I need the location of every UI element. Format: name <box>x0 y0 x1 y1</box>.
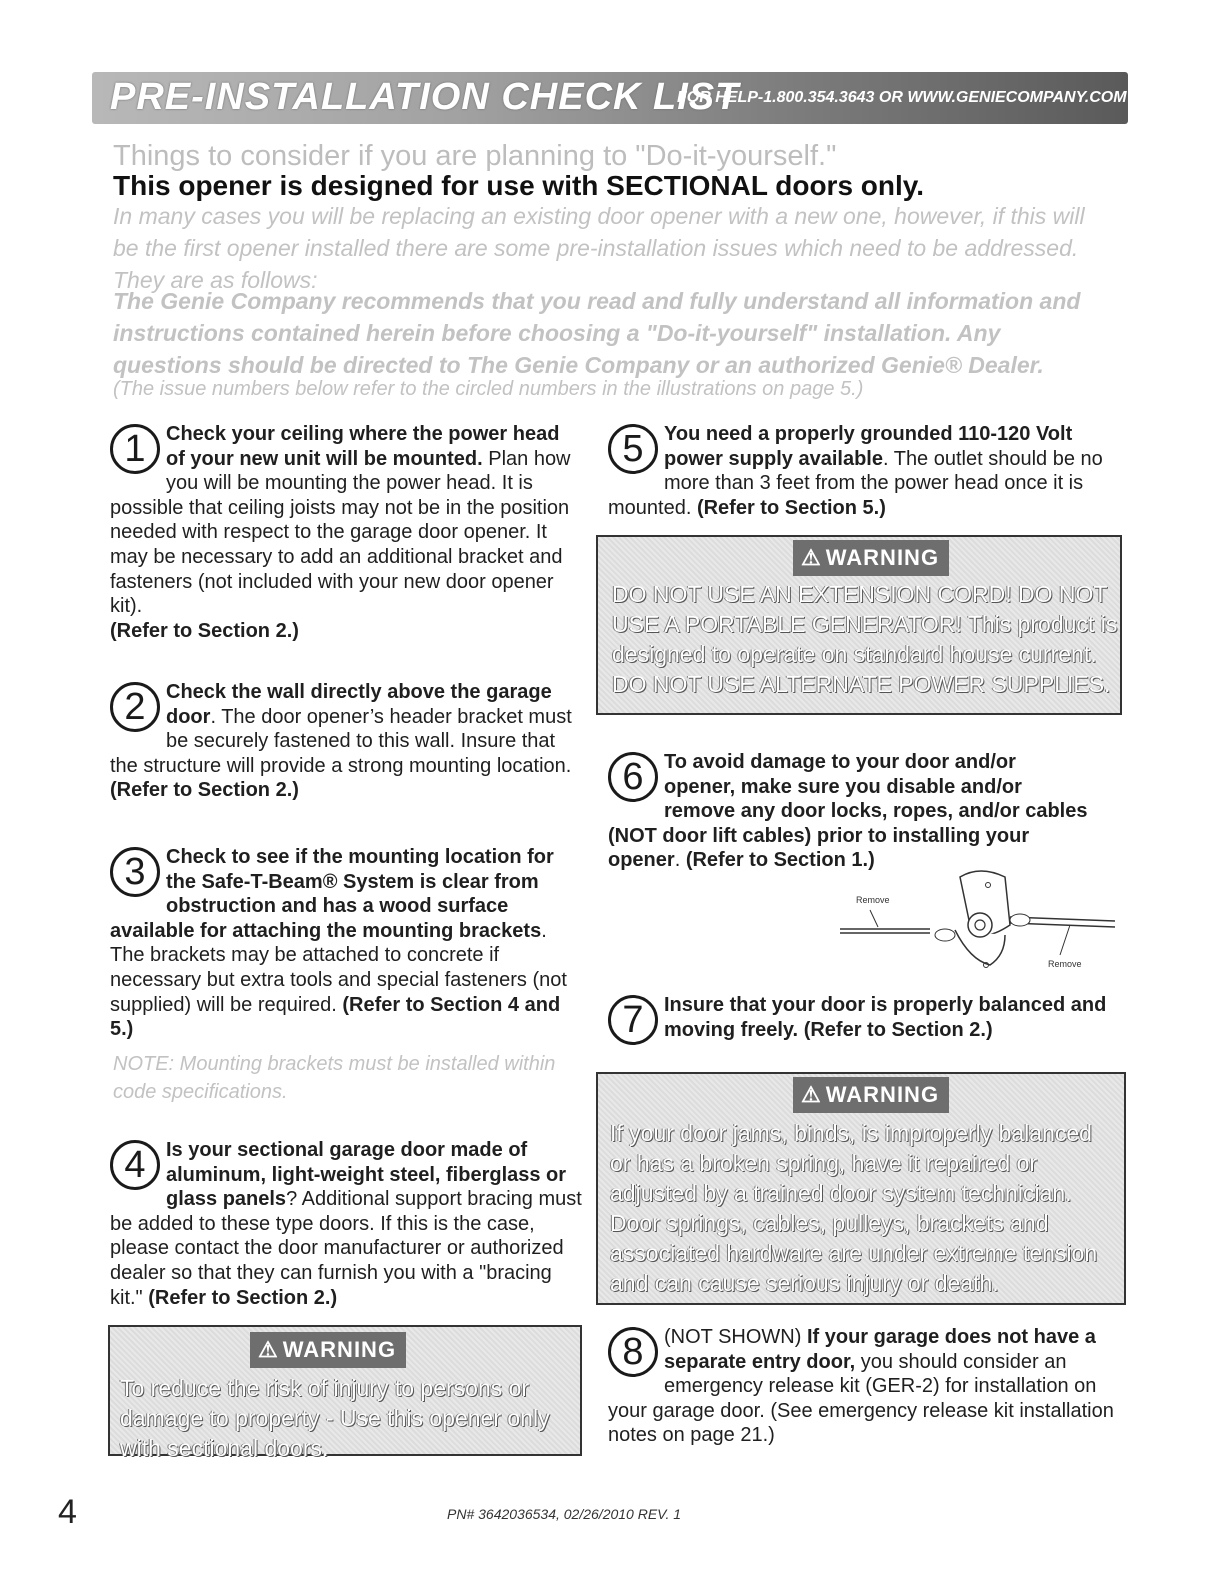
intro-paragraph: In many cases you will be replacing an existing door opener with a new one, however, if this will be the first opener installed there are some pre-installation issues which need to be addressed. They are as follows: <box>113 203 1085 293</box>
warning-text: If your door jams, binds, is improperly balanced or has a broken spring, have it repaired or adjusted by a trained door system technician. Door springs, cables, pulleys, brackets and associated hardware are under extreme tension and can cause serious injury or death. <box>610 1120 1098 1296</box>
item-number-circle: 6 <box>608 752 658 802</box>
item-reference: (Refer to Section 1.) <box>685 849 875 872</box>
warning-label: ⚠ WARNING <box>793 1077 949 1113</box>
check-item-6 <box>608 750 1088 873</box>
item-text: . The brackets may be attached to concrete if necessary but extra tools and special fasteners (not supplied) will be required. <box>110 919 567 1016</box>
mounting-note: NOTE: Mounting brackets must be installed within code specifications. <box>113 1053 556 1103</box>
check-item-7 <box>608 993 1108 1045</box>
warning-box-balance <box>596 1072 1126 1305</box>
intro-note: (The issue numbers below refer to the circled numbers in the illustrations on page 5.) <box>113 378 864 400</box>
warning-triangle-icon: ⚠ <box>801 545 822 570</box>
item-number-circle: 4 <box>110 1140 160 1190</box>
warning-label: ⚠ WARNING <box>793 540 949 576</box>
item-number-circle: 3 <box>110 847 160 897</box>
check-item-5 <box>608 422 1114 520</box>
page-title: PRE-INSTALLATION CHECK LIST <box>110 76 740 118</box>
warning-box-power <box>596 535 1122 715</box>
item-number-circle: 5 <box>608 424 658 474</box>
warning-label: ⚠ WARNING <box>250 1332 406 1368</box>
remove-label-right: Remove <box>1048 959 1082 969</box>
door-lock-illustration <box>820 865 1120 975</box>
intro-subtitle: Things to consider if you are planning to "Do-it-yourself." <box>113 140 837 172</box>
header-banner <box>92 72 1128 124</box>
item-number-circle: 2 <box>110 682 160 732</box>
item-number-circle: 8 <box>608 1327 658 1377</box>
item-text: . The outlet should be no more than 3 feet from the power head once it is mounted. <box>608 447 1103 519</box>
item-reference: (Refer to Section 2.) <box>110 779 299 802</box>
item-heading: You need a properly grounded 110-120 Volt power supply available <box>664 423 1073 470</box>
item-text: Plan how you will be mounting the power head. It is possible that ceiling joists may not be in the position needed with respect to the garage door opener. It may be necessary to add an additional bracket and fasteners (not included with your new door opener kit). <box>110 447 571 618</box>
item-text: ? Additional support bracing must be added to these type doors. If this is the case, please contact the door manufacturer or authorized dealer so that they can furnish you with a "bracing kit." <box>110 1188 582 1309</box>
check-item-4 <box>110 1138 586 1310</box>
item-prefix: (NOT SHOWN) <box>664 1326 807 1348</box>
item-reference: (Refer to Section 5.) <box>696 496 886 519</box>
item-text: . The door opener’s header bracket must be securely fastened to this wall. Insure that the structure will provide a strong mounting location. <box>110 705 572 777</box>
warning-triangle-icon: ⚠ <box>258 1337 279 1362</box>
item-number-circle: 7 <box>608 995 658 1045</box>
warning-text: To reduce the risk of injury to persons or damage to property - Use this opener only with sectional doors. <box>120 1375 550 1461</box>
warning-triangle-icon: ⚠ <box>801 1082 822 1107</box>
item-reference: (Refer to Section 2.) <box>148 1286 338 1309</box>
item-heading: Check the wall directly above the garage door <box>166 681 552 728</box>
intro-recommendation: The Genie Company recommends that you read and fully understand all information and instructions contained herein before choosing a "Do-it-yourself" installation. Any questions should be directed to The Genie Company or an authorized Genie® Dealer. <box>113 288 1081 378</box>
remove-label-left: Remove <box>856 895 890 905</box>
item-number-circle: 1 <box>110 424 160 474</box>
item-heading: Check to see if the mounting location for the Safe-T-Beam® System is clear from obstruction and has a wood surface available for attaching the mounting brackets <box>110 846 554 942</box>
check-item-1 <box>110 422 580 643</box>
warning-box-sectional <box>108 1325 582 1461</box>
page-number: 4 <box>58 1493 77 1531</box>
item-reference: (Refer to Section 2.) <box>803 1018 993 1041</box>
check-item-3 <box>110 845 580 1042</box>
item-heading: To avoid damage to your door and/or opener, make sure you disable and/or remove any door locks, ropes, and/or cables (NOT door lift cables) prior to installing your opener <box>608 751 1088 872</box>
item-text: you should consider an emergency release kit (GER-2) for installation on your garage door. (See emergency release kit installation notes on page 21.) <box>608 1350 1114 1447</box>
check-item-2 <box>110 680 588 803</box>
item-heading: Insure that your door is properly balanced and moving freely. <box>664 994 1107 1041</box>
item-reference: (Refer to Section 4 and 5.) <box>110 993 561 1041</box>
part-number: PN# 3642036534, 02/26/2010 REV. 1 <box>447 1506 682 1522</box>
intro-headline: This opener is designed for use with SECTIONAL doors only. <box>113 170 925 201</box>
item-reference: (Refer to Section 2.) <box>110 619 299 642</box>
item-heading: Is your sectional garage door made of aluminum, light-weight steel, fiberglass or glass panels <box>166 1139 567 1211</box>
check-item-8 <box>608 1325 1118 1448</box>
help-contact: FOR HELP-1.800.354.3643 OR WWW.GENIECOMPANY.COM <box>677 89 1127 106</box>
item-text: . <box>674 849 686 872</box>
item-heading: Check your ceiling where the power head of your new unit will be mounted. <box>166 423 560 470</box>
warning-text: DO NOT USE AN EXTENSION CORD! DO NOT USE A PORTABLE GENERATOR! This product is designed to operate on standard house current. DO NOT USE ALTERNATE POWER SUPPLIES. <box>612 581 1118 697</box>
item-heading: If your garage does not have a separate entry door, <box>664 1326 1096 1373</box>
